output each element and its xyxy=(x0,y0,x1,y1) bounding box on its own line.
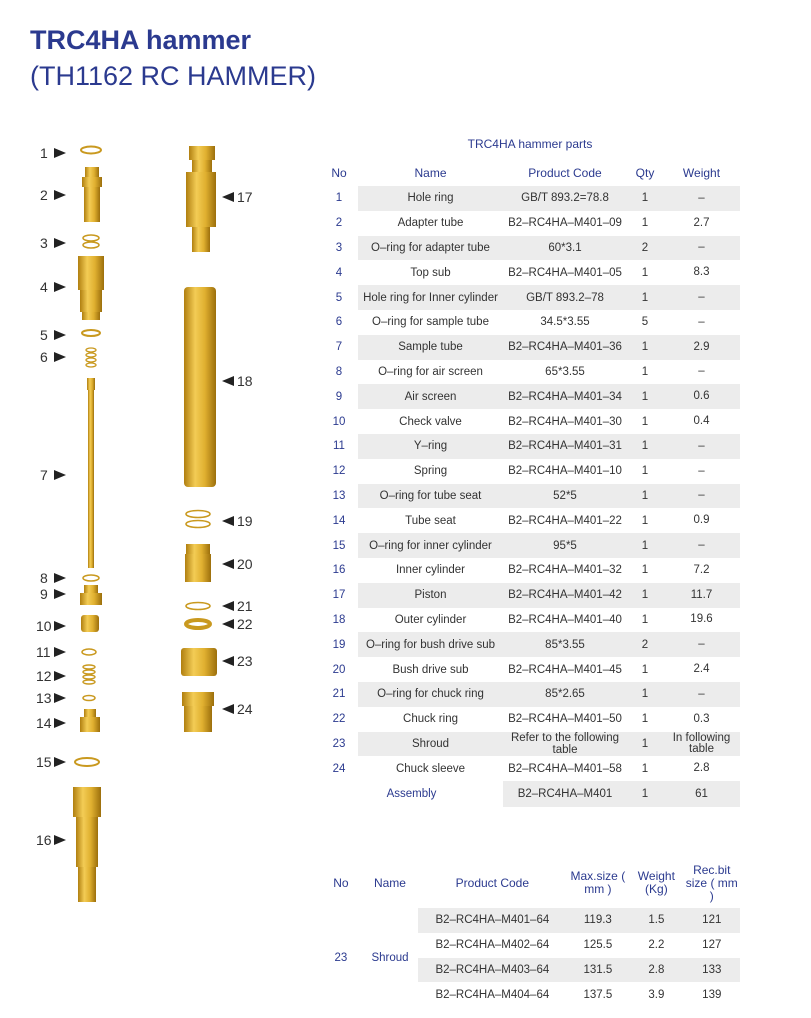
cell-code: B2–RC4HA–M404–64 xyxy=(435,988,550,1001)
part-11-y-ring xyxy=(82,649,96,655)
cell-no: 17 xyxy=(332,589,346,602)
part-label: 5 xyxy=(40,327,48,343)
cell-qty: 1 xyxy=(641,663,649,676)
cell-no: 21 xyxy=(332,688,346,701)
part-label: 4 xyxy=(40,279,48,295)
table-row xyxy=(320,409,740,434)
cell-weight: 3.9 xyxy=(648,988,665,1001)
table-row xyxy=(320,310,740,335)
arrow-left-icon xyxy=(222,192,234,202)
arrow-left-icon xyxy=(222,559,234,569)
arrow-right-icon xyxy=(54,190,66,200)
cell-code: 60*3.1 xyxy=(503,236,627,261)
cell-qty: 2 xyxy=(627,236,663,261)
cell-name: Chuck sleeve xyxy=(395,762,466,775)
part-label: 23 xyxy=(237,653,253,669)
cell-code: B2–RC4HA–M401–42 xyxy=(503,583,627,608)
table-row xyxy=(320,186,740,211)
part-label: 3 xyxy=(40,235,48,251)
cell-weight: 2.8 xyxy=(629,958,683,983)
assembly-label: Assembly xyxy=(386,788,437,801)
table-header-row xyxy=(320,160,740,186)
cell-qty: 1 xyxy=(627,335,663,360)
shroud-name: Shroud xyxy=(371,951,409,964)
part-19-o-ring xyxy=(186,511,210,518)
cell-no: 7 xyxy=(335,341,343,354)
part-15-o-ring xyxy=(75,758,99,766)
part-17-piston xyxy=(186,146,216,252)
cell-no: 9 xyxy=(335,390,343,403)
cell-name: O–ring for inner cylinder xyxy=(358,533,503,558)
cell-code: B2–RC4HA–M401–40 xyxy=(508,613,622,626)
cell-qty: 1 xyxy=(627,285,663,310)
cell-name: O–ring for adapter tube xyxy=(358,236,503,261)
cell-code: B2–RC4HA–M401–05 xyxy=(508,266,622,279)
cell-weight: – xyxy=(663,285,740,310)
part-9-air-screen xyxy=(80,585,102,605)
cell-name: Spring xyxy=(413,465,448,478)
cell-recbit: 139 xyxy=(702,988,722,1001)
cell-weight: 0.4 xyxy=(693,415,710,428)
cell-no: 4 xyxy=(335,266,343,279)
table-row xyxy=(320,260,740,285)
cell-qty: 5 xyxy=(641,316,649,329)
part-label: 8 xyxy=(40,570,48,586)
cell-code: B2–RC4HA–M401–45 xyxy=(508,663,622,676)
table-row xyxy=(320,459,740,484)
cell-recbit: 121 xyxy=(684,908,740,933)
assembly-code: B2–RC4HA–M401 xyxy=(503,781,627,807)
table-row xyxy=(320,533,740,558)
cell-qty: 1 xyxy=(641,266,649,279)
arrow-right-icon xyxy=(54,589,66,599)
cell-code: 65*3.55 xyxy=(545,365,585,378)
cell-weight: In following table xyxy=(663,732,740,757)
cell-code: 95*5 xyxy=(503,533,627,558)
cell-name: Y–ring xyxy=(358,434,503,459)
cell-no: 6 xyxy=(335,316,343,329)
header-no: No xyxy=(333,875,349,890)
cell-weight: 2.4 xyxy=(693,663,710,676)
arrow-right-icon xyxy=(54,330,66,340)
table-row xyxy=(320,781,740,807)
table-header-row xyxy=(320,858,740,908)
cell-code: B2–RC4HA–M401–31 xyxy=(503,434,627,459)
table-row xyxy=(320,732,740,757)
cell-name: O–ring for chuck ring xyxy=(358,682,503,707)
arrow-right-icon xyxy=(54,835,66,845)
cell-code: 85*3.55 xyxy=(503,632,627,657)
table-row xyxy=(320,508,740,533)
page-subtitle: (TH1162 RC HAMMER) xyxy=(30,61,317,91)
arrow-right-icon xyxy=(54,573,66,583)
part-2-adapter-tube xyxy=(82,167,102,222)
assembly-weight: 61 xyxy=(663,781,740,807)
cell-qty: 1 xyxy=(627,583,663,608)
cell-code: GB/T 893.2=78.8 xyxy=(503,186,627,211)
cell-no: 11 xyxy=(333,440,345,453)
cell-qty: 1 xyxy=(641,217,649,230)
header-no: No xyxy=(331,166,347,180)
cell-qty: 1 xyxy=(641,465,649,478)
cell-weight: 1.5 xyxy=(629,908,683,933)
header-code: Product Code xyxy=(528,166,602,180)
cell-weight: – xyxy=(663,533,740,558)
cell-no: 14 xyxy=(332,514,346,527)
cell-qty: 1 xyxy=(627,434,663,459)
header-weight: Weight xyxy=(682,166,721,180)
cell-weight: 11.7 xyxy=(663,583,740,608)
part-label: 24 xyxy=(237,701,253,717)
arrow-right-icon xyxy=(54,621,66,631)
arrow-right-icon xyxy=(54,148,66,158)
cell-no: 22 xyxy=(332,713,346,726)
cell-name: Outer cylinder xyxy=(394,613,467,626)
cell-weight: 8.3 xyxy=(693,266,710,279)
part-12-spring xyxy=(83,665,95,684)
cell-name: Shroud xyxy=(358,732,503,757)
cell-code: GB/T 893.2–78 xyxy=(503,285,627,310)
cell-no: 20 xyxy=(332,663,346,676)
cell-no: 2 xyxy=(335,217,343,230)
cell-code: 34.5*3.55 xyxy=(540,316,590,329)
cell-name: Tube seat xyxy=(405,514,456,527)
part-3-o-ring-b xyxy=(83,242,99,248)
part-4-top-sub xyxy=(78,256,104,320)
cell-no: 19 xyxy=(332,638,346,651)
table-row xyxy=(320,908,740,933)
header-recbit: Rec.bit size ( mm ) xyxy=(685,862,738,903)
cell-weight: – xyxy=(663,682,740,707)
table-row xyxy=(320,558,740,583)
cell-qty: 1 xyxy=(641,713,649,726)
shroud-table-body xyxy=(320,908,740,1007)
table-row xyxy=(320,632,740,657)
cell-no: 8 xyxy=(335,365,343,378)
cell-name: O–ring for sample tube xyxy=(372,316,489,329)
part-label: 13 xyxy=(36,690,52,706)
page-title: TRC4HA hammer xyxy=(30,25,252,55)
part-7-sample-tube xyxy=(87,378,95,568)
cell-recbit: 127 xyxy=(702,939,722,952)
cell-qty: 1 xyxy=(627,484,663,509)
table-row xyxy=(320,583,740,608)
table-row xyxy=(320,484,740,509)
part-label: 16 xyxy=(36,832,52,848)
cell-weight: – xyxy=(663,632,740,657)
part-label: 22 xyxy=(237,616,253,632)
header-name: Name xyxy=(373,875,406,890)
table-row xyxy=(320,434,740,459)
cell-code: B2–RC4HA–M401–34 xyxy=(503,384,627,409)
cell-maxsize: 119.3 xyxy=(567,908,630,933)
table-row xyxy=(320,335,740,360)
cell-no: 5 xyxy=(335,291,343,304)
part-5-hole-ring xyxy=(82,330,100,336)
table-row xyxy=(320,360,740,385)
table-row xyxy=(320,682,740,707)
parts-table xyxy=(320,160,740,807)
arrow-left-icon xyxy=(222,601,234,611)
part-19-o-ring-b xyxy=(186,521,210,528)
part-label: 14 xyxy=(36,715,52,731)
cell-name: Top sub xyxy=(410,266,451,279)
assembly-qty: 1 xyxy=(627,781,663,807)
cell-qty: 1 xyxy=(641,514,649,527)
cell-code: Refer to the following table xyxy=(503,732,627,757)
cell-weight: 19.6 xyxy=(690,613,713,626)
header-code: Product Code xyxy=(455,875,530,890)
part-21-o-ring xyxy=(186,603,210,610)
table-row xyxy=(320,657,740,682)
cell-weight: – xyxy=(698,464,705,477)
cell-name: O–ring for air screen xyxy=(378,365,483,378)
part-6-o-rings xyxy=(86,348,96,367)
shroud-table xyxy=(320,858,740,1007)
cell-name: Check valve xyxy=(399,415,462,428)
cell-name: Air screen xyxy=(358,384,503,409)
arrow-right-icon xyxy=(54,718,66,728)
part-label: 21 xyxy=(237,598,253,614)
cell-weight: 0.6 xyxy=(663,384,740,409)
header-qty: Qty xyxy=(635,166,655,180)
cell-name: Piston xyxy=(358,583,503,608)
cell-name: Bush drive sub xyxy=(392,663,469,676)
part-label: 2 xyxy=(40,187,48,203)
cell-code: B2–RC4HA–M403–64 xyxy=(418,958,566,983)
table-row xyxy=(320,384,740,409)
cell-weight: – xyxy=(698,315,705,328)
cell-code: B2–RC4HA–M401–30 xyxy=(508,415,622,428)
cell-qty: 1 xyxy=(641,365,649,378)
cell-weight: 0.9 xyxy=(693,514,710,527)
part-label: 1 xyxy=(40,145,48,161)
arrow-right-icon xyxy=(54,757,66,767)
cell-code: B2–RC4HA–M401–50 xyxy=(508,713,622,726)
cell-qty: 2 xyxy=(627,632,663,657)
cell-name: O–ring for bush drive sub xyxy=(358,632,503,657)
part-10-check-valve xyxy=(81,615,99,632)
arrow-right-icon xyxy=(54,282,66,292)
cell-no: 24 xyxy=(332,762,346,775)
cell-weight: 2.8 xyxy=(693,762,710,775)
cell-name: Inner cylinder xyxy=(395,564,466,577)
cell-maxsize: 131.5 xyxy=(567,958,630,983)
part-24-chuck-sleeve xyxy=(182,692,214,732)
cell-name: Chuck ring xyxy=(403,713,458,726)
cell-no: 10 xyxy=(332,415,346,428)
cell-qty: 1 xyxy=(627,384,663,409)
table-row xyxy=(320,211,740,236)
part-23-shroud xyxy=(181,648,217,676)
cell-recbit: 133 xyxy=(684,958,740,983)
cell-no: 3 xyxy=(335,241,343,254)
cell-code: B2–RC4HA–M401–32 xyxy=(508,564,622,577)
parts-table-body xyxy=(320,186,740,807)
cell-weight: – xyxy=(663,236,740,261)
part-1-hole-ring xyxy=(81,147,101,154)
arrow-right-icon xyxy=(54,352,66,362)
arrow-left-icon xyxy=(222,704,234,714)
header-name: Name xyxy=(414,166,447,180)
part-label: 6 xyxy=(40,349,48,365)
cell-maxsize: 125.5 xyxy=(583,939,613,952)
cell-name: Hole ring xyxy=(358,186,503,211)
cell-name: Adapter tube xyxy=(397,217,464,230)
part-label: 10 xyxy=(36,618,52,634)
cell-no: 15 xyxy=(332,539,346,552)
arrow-right-icon xyxy=(54,693,66,703)
cell-code: B2–RC4HA–M401–10 xyxy=(508,465,622,478)
arrow-left-icon xyxy=(222,656,234,666)
cell-name: Hole ring for Inner cylinder xyxy=(358,285,503,310)
cell-no: 13 xyxy=(332,489,346,502)
header-maxsize: Max.size ( mm ) xyxy=(570,869,626,896)
arrow-right-icon xyxy=(54,238,66,248)
part-8-o-ring xyxy=(83,575,99,581)
cell-qty: 1 xyxy=(641,613,649,626)
arrow-left-icon xyxy=(222,376,234,386)
cell-no: 18 xyxy=(332,613,346,626)
cell-qty: 1 xyxy=(627,682,663,707)
arrow-left-icon xyxy=(222,619,234,629)
part-3-o-ring xyxy=(83,235,99,241)
table-row xyxy=(320,756,740,781)
cell-code: B2–RC4HA–M401–09 xyxy=(508,217,622,230)
part-label: 9 xyxy=(40,586,48,602)
table-row xyxy=(320,608,740,633)
cell-weight: 2.7 xyxy=(693,216,710,229)
cell-code: B2–RC4HA–M402–64 xyxy=(435,939,550,952)
cell-code: B2–RC4HA–M401–64 xyxy=(418,908,566,933)
part-label: 12 xyxy=(36,668,52,684)
part-label: 15 xyxy=(36,754,52,770)
part-label: 7 xyxy=(40,467,48,483)
cell-name: Sample tube xyxy=(358,335,503,360)
cell-code: B2–RC4HA–M401–58 xyxy=(508,762,622,775)
part-16-inner-cylinder xyxy=(73,787,101,902)
arrow-left-icon xyxy=(222,516,234,526)
shroud-no: 23 xyxy=(334,951,348,964)
part-label: 17 xyxy=(237,189,253,205)
cell-qty: 1 xyxy=(627,533,663,558)
part-label: 11 xyxy=(36,644,51,660)
cell-qty: 1 xyxy=(627,186,663,211)
cell-qty: 1 xyxy=(627,732,663,757)
table-row xyxy=(320,285,740,310)
cell-weight: 7.2 xyxy=(693,563,710,576)
cell-code: B2–RC4HA–M401–22 xyxy=(508,514,622,527)
cell-no: 16 xyxy=(332,564,346,577)
cell-code: 52*5 xyxy=(503,484,627,509)
cell-weight: 2.2 xyxy=(648,939,665,952)
part-22-chuck-ring xyxy=(186,620,210,628)
part-20-bush-drive-sub xyxy=(185,544,211,582)
part-13-o-ring xyxy=(83,696,95,701)
table-row xyxy=(320,236,740,261)
cell-no: 23 xyxy=(332,737,346,750)
part-label: 18 xyxy=(237,373,253,389)
cell-no: 1 xyxy=(335,192,343,205)
cell-weight: – xyxy=(663,186,740,211)
arrow-right-icon xyxy=(54,671,66,681)
part-18-outer-cylinder xyxy=(184,287,216,487)
table-row xyxy=(320,707,740,732)
cell-name: O–ring for tube seat xyxy=(358,484,503,509)
cell-qty: 1 xyxy=(641,564,649,577)
cell-maxsize: 137.5 xyxy=(583,988,613,1001)
cell-qty: 1 xyxy=(641,762,649,775)
part-14-tube-seat xyxy=(80,709,100,732)
cell-weight: 0.3 xyxy=(693,712,710,725)
header-weight: Weight (Kg) xyxy=(637,869,675,896)
arrow-right-icon xyxy=(54,647,66,657)
cell-qty: 1 xyxy=(641,415,649,428)
arrow-right-icon xyxy=(54,470,66,480)
part-label: 20 xyxy=(237,556,253,572)
part-label: 19 xyxy=(237,513,253,529)
parts-diagram xyxy=(0,0,300,1018)
cell-weight: – xyxy=(698,365,705,378)
cell-weight: 2.9 xyxy=(663,335,740,360)
cell-weight: – xyxy=(663,434,740,459)
cell-weight: – xyxy=(663,484,740,509)
cell-no: 12 xyxy=(332,465,346,478)
cell-code: B2–RC4HA–M401–36 xyxy=(503,335,627,360)
cell-code: 85*2.65 xyxy=(503,682,627,707)
parts-table-caption: TRC4HA hammer parts xyxy=(467,137,593,151)
